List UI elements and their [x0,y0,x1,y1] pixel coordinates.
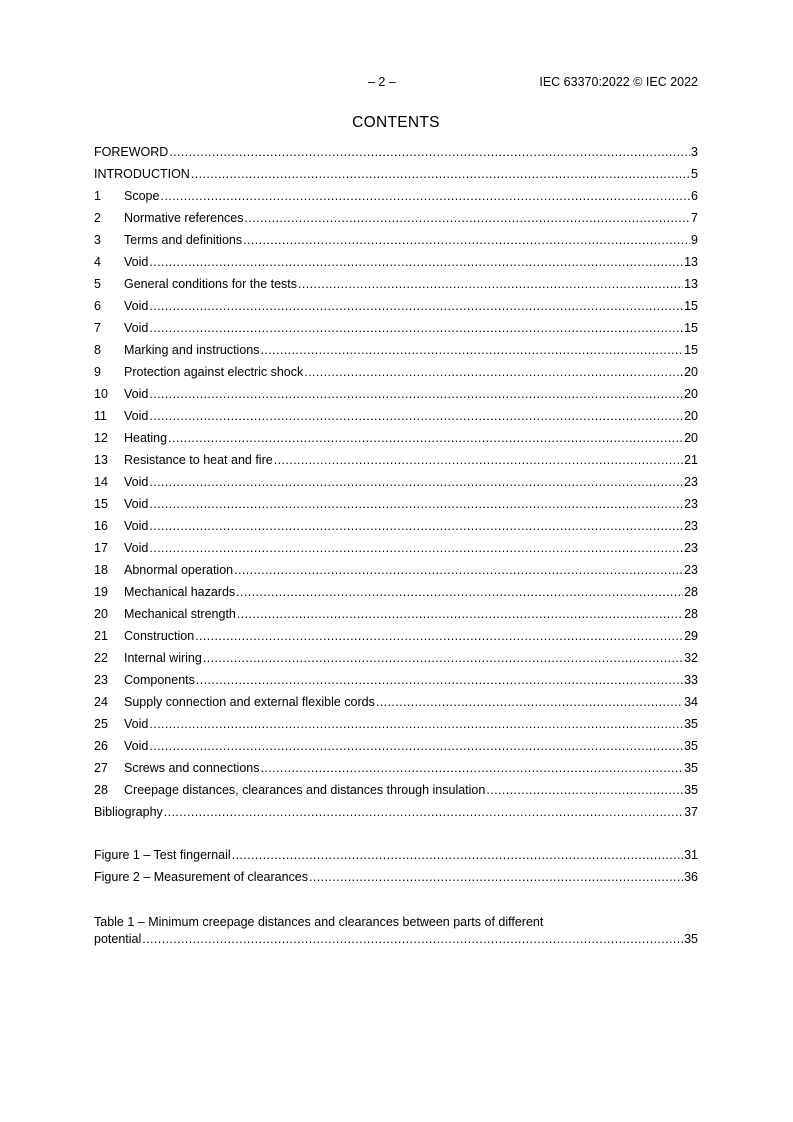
toc-entry-number: 25 [94,717,108,731]
dot-leader [309,868,683,886]
toc-entry-number: 12 [94,431,108,445]
toc-entry[interactable] [94,297,698,319]
dot-leader [245,209,691,227]
toc-entry[interactable] [94,473,698,495]
toc-entry-number: 24 [94,695,108,709]
toc-entry-page: 35 [684,717,698,731]
table-of-contents [94,143,698,825]
toc-entry-page: 23 [684,497,698,511]
toc-entry-label: Marking and instructions [124,343,260,357]
toc-entry-label: Void [124,541,149,555]
toc-entry[interactable] [94,627,698,649]
toc-entry[interactable] [94,385,698,407]
toc-entry-page: 15 [684,299,698,313]
toc-entry-page: 20 [684,387,698,401]
toc-entry[interactable] [94,539,698,561]
table-entry-title: Table 1 – Minimum creepage distances and clearances between parts of different [94,915,544,929]
toc-entry-page: 20 [684,409,698,423]
list-of-figures [94,846,698,890]
toc-entry-number: 3 [94,233,101,247]
toc-entry-label: Mechanical hazards [124,585,236,599]
toc-entry-page: 13 [684,255,698,269]
toc-entry[interactable] [94,517,698,539]
dot-leader [168,429,683,447]
toc-entry[interactable] [94,407,698,429]
toc-entry-page: 7 [691,211,698,225]
table-entry-label: potential [94,932,142,946]
page-number: – 2 – [368,75,396,89]
dot-leader [298,275,683,293]
toc-entry[interactable] [94,737,698,759]
toc-entry-page: 35 [684,761,698,775]
dot-leader [149,253,683,271]
table-entry[interactable] [94,914,698,948]
toc-entry[interactable] [94,187,698,209]
standard-reference: IEC 63370:2022 © IEC 2022 [539,75,698,89]
dot-leader [149,319,683,337]
toc-entry-number: 10 [94,387,108,401]
toc-entry[interactable] [94,363,698,385]
toc-entry-label: Void [124,321,149,335]
toc-entry-number: 23 [94,673,108,687]
toc-entry[interactable] [94,671,698,693]
toc-entry-number: 21 [94,629,108,643]
dot-leader [160,187,690,205]
toc-entry-label: Heating [124,431,168,445]
toc-entry-number: 9 [94,365,101,379]
toc-entry[interactable] [94,583,698,605]
toc-entry-label: Void [124,475,149,489]
toc-entry-label: Construction [124,629,195,643]
toc-entry-number: 8 [94,343,101,357]
toc-entry[interactable] [94,209,698,231]
toc-entry-label: Protection against electric shock [124,365,304,379]
toc-entry-number: 17 [94,541,108,555]
toc-entry-label: Void [124,255,149,269]
dot-leader [234,561,683,579]
dot-leader [142,930,683,948]
toc-entry-label: Supply connection and external flexible cords [124,695,375,709]
toc-entry-page: 23 [684,563,698,577]
page-header [94,75,698,93]
dot-leader [149,495,683,513]
dot-leader [149,715,683,733]
toc-entry-label: General conditions for the tests [124,277,298,291]
toc-entry-label: Void [124,739,149,753]
toc-entry-number: 7 [94,321,101,335]
dot-leader [149,297,683,315]
toc-entry-page: 35 [684,783,698,797]
toc-entry-label: Scope [124,189,160,203]
dot-leader [164,803,683,821]
toc-entry-label: Abnormal operation [124,563,234,577]
toc-entry-page: 33 [684,673,698,687]
toc-entry-page: 5 [691,167,698,181]
dot-leader [149,517,683,535]
toc-entry-page: 20 [684,431,698,445]
toc-entry-page: 29 [684,629,698,643]
toc-entry[interactable] [94,781,698,803]
toc-entry-page: 32 [684,651,698,665]
toc-entry-label: Screws and connections [124,761,260,775]
dot-leader [149,385,683,403]
toc-entry[interactable] [94,143,698,165]
toc-entry[interactable] [94,429,698,451]
toc-entry-page: 23 [684,541,698,555]
toc-entry-label: Internal wiring [124,651,202,665]
toc-entry-number: 18 [94,563,108,577]
toc-entry-page: 9 [691,233,698,247]
dot-leader [149,737,683,755]
toc-entry-label: Void [124,497,149,511]
toc-entry-label: Figure 1 – Test fingernail [94,848,231,862]
toc-entry-number: 5 [94,277,101,291]
toc-entry[interactable] [94,846,698,868]
dot-leader [274,451,683,469]
toc-entry[interactable] [94,803,698,825]
toc-entry[interactable] [94,341,698,363]
toc-entry[interactable] [94,693,698,715]
toc-entry-page: 34 [684,695,698,709]
toc-entry-number: 26 [94,739,108,753]
toc-entry-page: 28 [684,585,698,599]
toc-entry-number: 20 [94,607,108,621]
page-title: CONTENTS [352,114,440,131]
dot-leader [195,627,683,645]
toc-entry-label: Creepage distances, clearances and distances through insulation [124,783,486,797]
toc-entry-label: Void [124,387,149,401]
dot-leader [243,231,690,249]
dot-leader [196,671,683,689]
toc-entry-label: Figure 2 – Measurement of clearances [94,870,308,884]
toc-entry[interactable] [94,605,698,627]
toc-entry[interactable] [94,715,698,737]
toc-entry[interactable] [94,275,698,297]
dot-leader [260,341,683,359]
toc-entry-number: 22 [94,651,108,665]
table-entry-continuation [94,930,698,948]
toc-entry-label: Void [124,409,149,423]
toc-entry-number: 6 [94,299,101,313]
toc-entry-number: 28 [94,783,108,797]
toc-entry-label: FOREWORD [94,145,169,159]
dot-leader [149,539,683,557]
toc-entry[interactable] [94,649,698,671]
toc-entry[interactable] [94,451,698,473]
toc-entry-page: 23 [684,475,698,489]
toc-entry-label: Void [124,519,149,533]
dot-leader [304,363,683,381]
toc-entry-page: 37 [684,805,698,819]
dot-leader [237,605,683,623]
dot-leader [236,583,683,601]
toc-entry-number: 16 [94,519,108,533]
toc-entry[interactable] [94,231,698,253]
dot-leader [486,781,683,799]
toc-entry-page: 20 [684,365,698,379]
toc-entry-label: INTRODUCTION [94,167,190,181]
toc-entry-label: Components [124,673,195,687]
toc-entry[interactable] [94,561,698,583]
toc-entry-page: 35 [684,739,698,753]
dot-leader [261,759,684,777]
toc-entry-page: 31 [684,848,698,862]
dot-leader [169,143,690,161]
toc-entry-page: 28 [684,607,698,621]
table-entry-page: 35 [684,932,698,946]
toc-entry[interactable] [94,759,698,781]
toc-entry-page: 21 [684,453,698,467]
toc-entry[interactable] [94,253,698,275]
dot-leader [376,693,683,711]
toc-entry-number: 14 [94,475,108,489]
toc-entry[interactable] [94,319,698,341]
toc-entry[interactable] [94,868,698,890]
toc-entry-label: Terms and definitions [124,233,243,247]
toc-entry-label: Bibliography [94,805,163,819]
toc-entry-label: Normative references [124,211,244,225]
toc-entry-number: 11 [94,409,107,423]
toc-entry-number: 27 [94,761,108,775]
toc-entry-label: Mechanical strength [124,607,236,621]
list-of-tables [94,914,698,948]
toc-entry-number: 15 [94,497,108,511]
toc-entry-label: Void [124,717,149,731]
toc-entry-page: 3 [691,145,698,159]
toc-entry-label: Void [124,299,149,313]
dot-leader [149,407,683,425]
toc-entry-page: 6 [691,189,698,203]
toc-entry-number: 1 [94,189,101,203]
toc-entry-page: 36 [684,870,698,884]
dot-leader [203,649,683,667]
toc-entry-number: 2 [94,211,101,225]
dot-leader [232,846,683,864]
toc-entry[interactable] [94,495,698,517]
toc-entry[interactable] [94,165,698,187]
dot-leader [149,473,683,491]
toc-entry-page: 23 [684,519,698,533]
toc-entry-number: 4 [94,255,101,269]
toc-entry-number: 13 [94,453,108,467]
toc-entry-page: 13 [684,277,698,291]
dot-leader [191,165,690,183]
toc-entry-page: 15 [684,343,698,357]
toc-entry-page: 15 [684,321,698,335]
toc-entry-number: 19 [94,585,108,599]
toc-entry-label: Resistance to heat and fire [124,453,273,467]
